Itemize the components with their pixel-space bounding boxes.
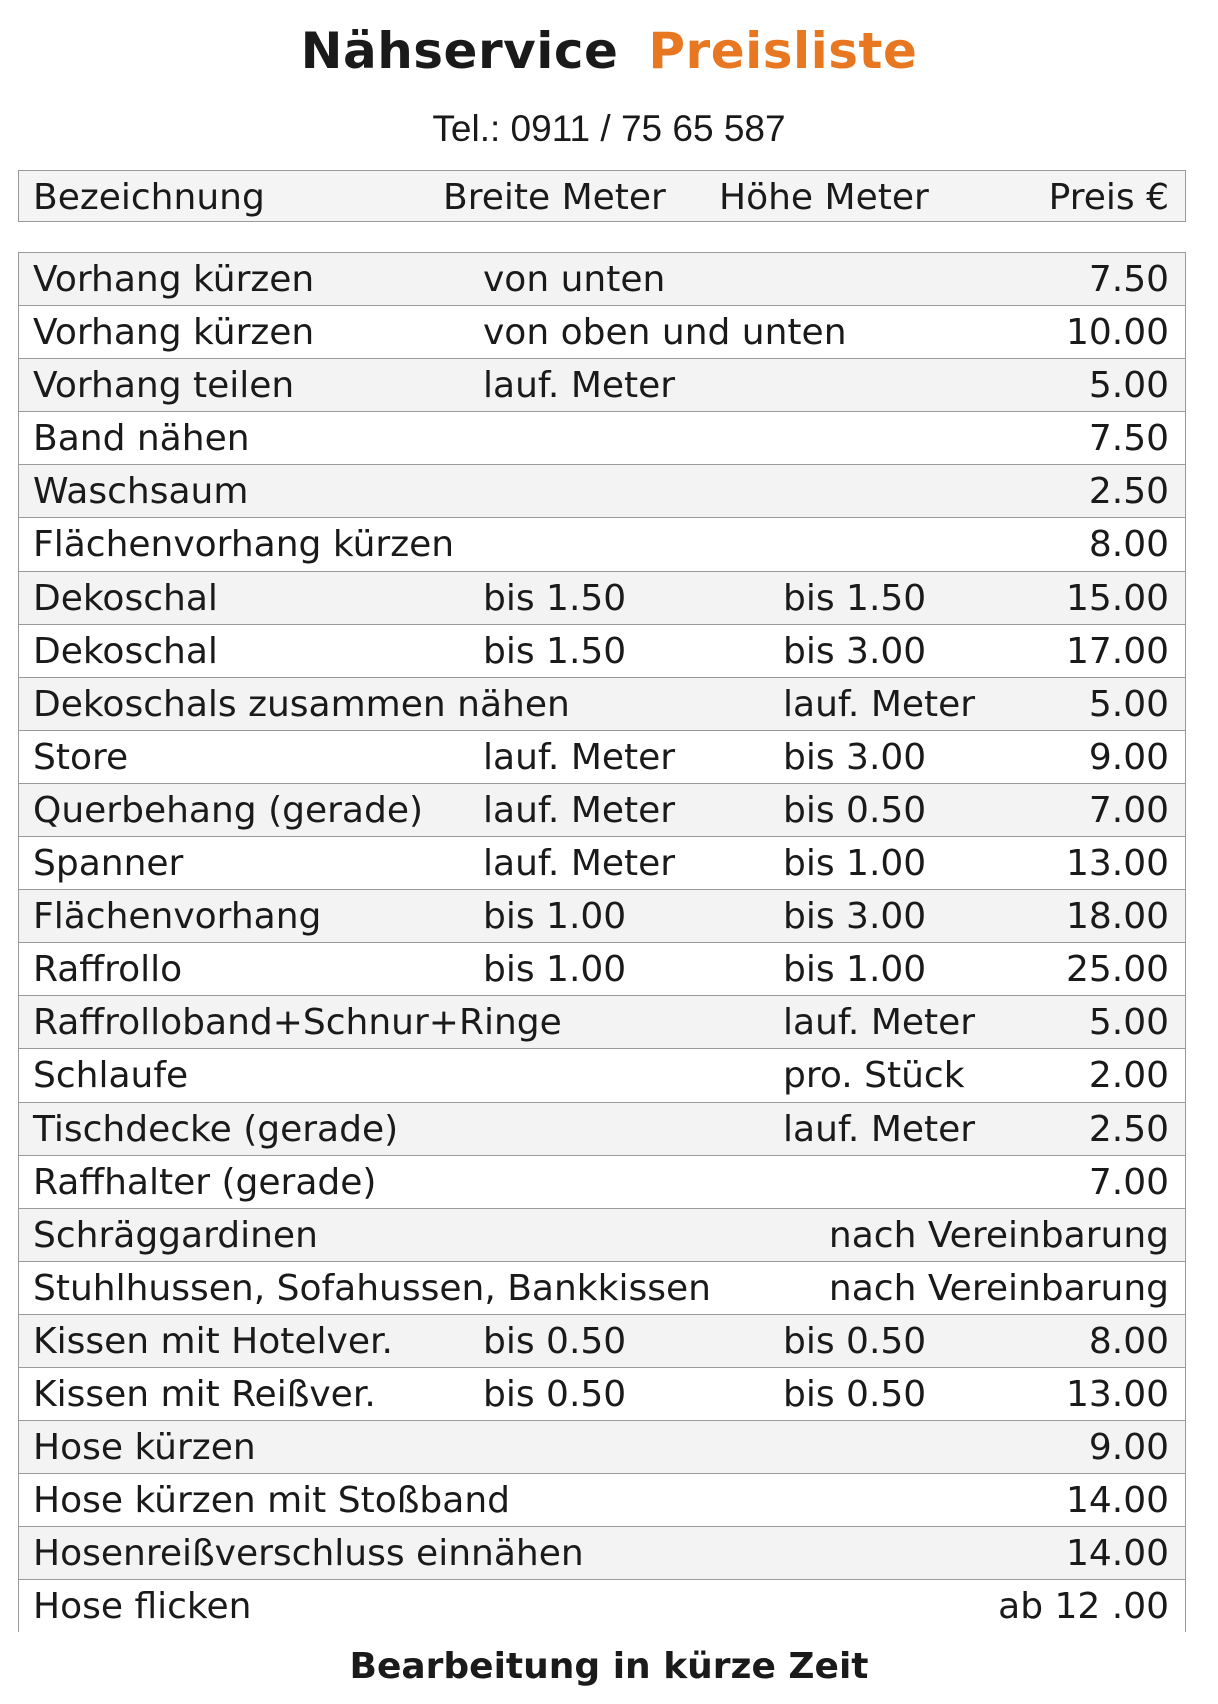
table-row	[19, 1315, 1185, 1368]
row-hoehe: lauf. Meter	[783, 683, 976, 725]
row-name: Raffrollo	[33, 949, 183, 991]
row-name: Querbehang (gerade)	[33, 789, 424, 831]
row-preis: nach Vereinbarung	[828, 1267, 1169, 1309]
row-hoehe: bis 1.00	[783, 843, 927, 885]
row-breite: von oben und unten	[483, 312, 847, 354]
row-preis: 10.00	[1065, 312, 1169, 354]
row-preis: 5.00	[1088, 1002, 1169, 1044]
row-breite: bis 1.50	[483, 630, 627, 672]
row-preis: 9.00	[1088, 736, 1169, 778]
row-breite: lauf. Meter	[483, 736, 676, 778]
row-preis: 14.00	[1065, 1533, 1169, 1575]
row-name: Hose kürzen	[33, 1427, 256, 1469]
table-row	[19, 1049, 1185, 1102]
row-hoehe: bis 3.00	[783, 896, 927, 938]
row-name: Tischdecke (gerade)	[33, 1108, 399, 1150]
row-breite: lauf. Meter	[483, 789, 676, 831]
row-breite: lauf. Meter	[483, 843, 676, 885]
row-name: Store	[33, 736, 129, 778]
row-preis: 9.00	[1088, 1427, 1169, 1469]
row-preis: 8.00	[1088, 524, 1169, 566]
row-breite: bis 1.00	[483, 949, 627, 991]
row-preis: 2.50	[1088, 1108, 1169, 1150]
table-row	[19, 1421, 1185, 1474]
header-bezeichnung: Bezeichnung	[33, 177, 265, 218]
row-hoehe: bis 1.00	[783, 949, 927, 991]
row-name: Dekoschal	[33, 577, 218, 619]
table-row	[19, 1262, 1185, 1315]
row-name: Dekoschals zusammen nähen	[33, 683, 570, 725]
row-preis: 5.00	[1088, 683, 1169, 725]
title-main: Nähservice	[300, 22, 619, 80]
row-hoehe: bis 3.00	[783, 736, 927, 778]
table-row	[19, 1209, 1185, 1262]
row-breite: lauf. Meter	[483, 365, 676, 407]
row-name: Vorhang kürzen	[33, 312, 315, 354]
table-row	[19, 678, 1185, 731]
row-preis: 25.00	[1065, 949, 1169, 991]
table-row	[19, 1474, 1185, 1527]
row-breite: bis 0.50	[483, 1373, 627, 1415]
header-preis: Preis €	[1048, 177, 1169, 218]
row-preis: 2.50	[1088, 471, 1169, 513]
row-breite: bis 1.50	[483, 577, 627, 619]
row-preis: 8.00	[1088, 1320, 1169, 1362]
page-title	[0, 22, 1218, 80]
table-row	[19, 306, 1185, 359]
row-preis: 15.00	[1065, 577, 1169, 619]
price-table	[18, 252, 1186, 1632]
row-preis: 17.00	[1065, 630, 1169, 672]
row-preis: 18.00	[1065, 896, 1169, 938]
row-preis: ab 12 .00	[998, 1586, 1169, 1628]
row-preis: 7.00	[1088, 1161, 1169, 1203]
row-preis: 7.50	[1088, 259, 1169, 300]
phone-number: Tel.: 0911 / 75 65 587	[432, 108, 786, 149]
row-preis: 13.00	[1065, 1373, 1169, 1415]
row-name: Vorhang teilen	[33, 365, 295, 407]
row-name: Schlaufe	[33, 1055, 189, 1097]
row-name: Flächenvorhang kürzen	[33, 524, 455, 566]
row-hoehe: bis 3.00	[783, 630, 927, 672]
table-row	[19, 1103, 1185, 1156]
table-header	[18, 170, 1186, 222]
table-row	[19, 1368, 1185, 1421]
row-name: Kissen mit Hotelver.	[33, 1320, 393, 1362]
row-name: Raffhalter (gerade)	[33, 1161, 377, 1203]
table-row	[19, 465, 1185, 518]
table-row	[19, 890, 1185, 943]
row-hoehe: lauf. Meter	[783, 1002, 976, 1044]
table-row	[19, 359, 1185, 412]
row-name: Dekoschal	[33, 630, 218, 672]
table-row	[19, 837, 1185, 890]
table-row	[19, 412, 1185, 465]
row-breite: bis 1.00	[483, 896, 627, 938]
row-breite: bis 0.50	[483, 1320, 627, 1362]
row-name: Flächenvorhang	[33, 896, 322, 938]
row-hoehe: bis 0.50	[783, 1320, 927, 1362]
row-name: Schräggardinen	[33, 1214, 318, 1256]
footer-note: Bearbeitung in kürze Zeit	[349, 1646, 869, 1687]
row-name: Hosenreißverschluss einnähen	[33, 1533, 584, 1575]
row-hoehe: bis 0.50	[783, 1373, 927, 1415]
row-name: Hose kürzen mit Stoßband	[33, 1480, 510, 1522]
row-name: Kissen mit Reißver.	[33, 1373, 376, 1415]
row-preis: 7.50	[1088, 418, 1169, 460]
table-row	[19, 518, 1185, 571]
table-row	[19, 943, 1185, 996]
header-breite: Breite Meter	[443, 177, 666, 218]
row-breite: von unten	[483, 259, 666, 300]
table-row	[19, 731, 1185, 784]
row-hoehe: bis 1.50	[783, 577, 927, 619]
table-row	[19, 996, 1185, 1049]
table-row	[19, 784, 1185, 837]
row-hoehe: lauf. Meter	[783, 1108, 976, 1150]
row-hoehe: bis 0.50	[783, 789, 927, 831]
row-preis: 14.00	[1065, 1480, 1169, 1522]
row-name: Band nähen	[33, 418, 250, 460]
row-preis: 5.00	[1088, 365, 1169, 407]
row-name: Spanner	[33, 843, 184, 885]
row-name: Hose flicken	[33, 1586, 252, 1628]
row-preis: 2.00	[1088, 1055, 1169, 1097]
row-name: Vorhang kürzen	[33, 259, 315, 300]
table-row	[19, 253, 1185, 306]
table-row	[19, 1527, 1185, 1580]
table-row	[19, 572, 1185, 625]
row-preis: nach Vereinbarung	[828, 1214, 1169, 1256]
title-accent: Preisliste	[648, 22, 918, 80]
header-hoehe: Höhe Meter	[719, 177, 929, 218]
row-name: Waschsaum	[33, 471, 249, 513]
row-preis: 13.00	[1065, 843, 1169, 885]
row-name: Raffrolloband+Schnur+Ringe	[33, 1002, 562, 1044]
row-preis: 7.00	[1088, 789, 1169, 831]
table-row	[19, 1156, 1185, 1209]
row-hoehe: pro. Stück	[783, 1055, 965, 1097]
table-row	[19, 1580, 1185, 1633]
row-name: Stuhlhussen, Sofahussen, Bankkissen	[33, 1267, 711, 1309]
table-row	[19, 625, 1185, 678]
